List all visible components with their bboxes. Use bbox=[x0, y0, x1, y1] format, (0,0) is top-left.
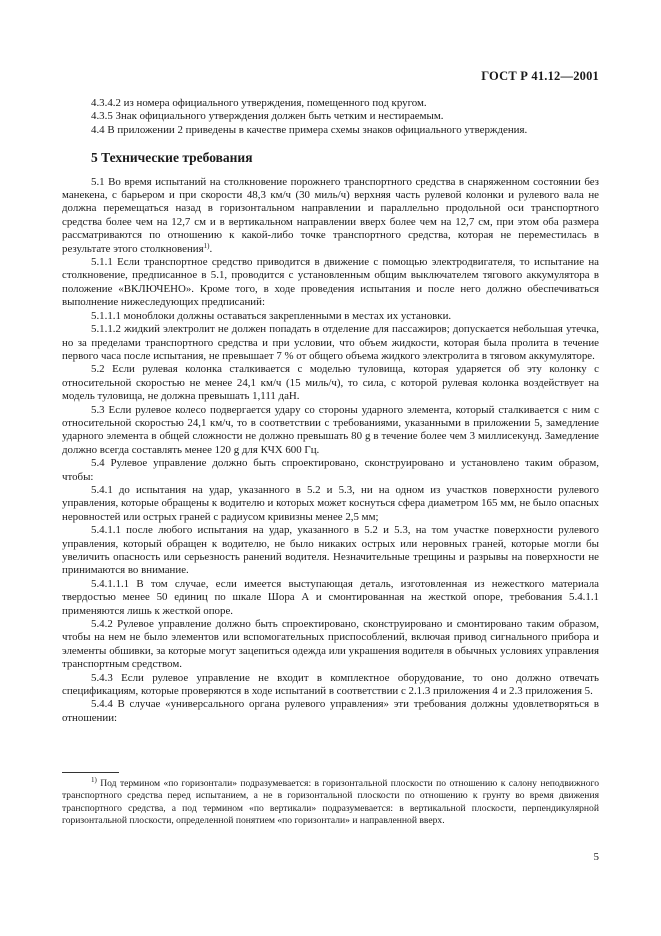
paragraph-5-4-1-1-1: 5.4.1.1.1 В том случае, если имеется выступающая деталь, изготовленная из нежесткого материала твердостью менее 50 единиц по шкале Шора А и смонтированная на жесткой опоре, требования 5.4.1.1 применяются лишь к жесткой опоре. bbox=[62, 577, 599, 617]
footnote-divider bbox=[62, 772, 119, 773]
paragraph-5-1-1-2: 5.1.1.2 жидкий электролит не должен попадать в отделение для пассажиров; допускается небольшая утечка, но за пределами транспортного средства и при условии, что объем жидкости, которая была пролита в течение первого часа после испытания, не превышает 7 % от общего объема жидкого электролита в тяговом аккумуляторе. bbox=[62, 323, 599, 362]
footnote-text: Под термином «по горизонтали» подразумевается: в горизонтальной плоскости по отношению к салону неподвижного транспортного средства перед испытанием, а не в горизонтальной плоскости по отношению к грунту во время движения транспортного средства, а под термином «по вертикали» подразумевается: в вертикальной плоскости, перпендикулярной горизонтальной плоскости, определенной понятием «по горизонтали» и направленной вверх. bbox=[62, 778, 599, 826]
paragraph-5-1-text: 5.1 Во время испытаний на столкновение порожнего транспортного средства в снаряженном состоянии без манекена, с барьером и при скорости 48,3 км/ч (30 миль/ч) верхняя часть рулевой колонки и рулевого вала не должна перемещаться назад в горизонтальном направлении и параллельно продольной оси транспортного средства более чем на 12,7 см и в вертикальном направлении вверх более чем на 12,7 см, при этом оба размера рассматриваются по отношению к какой-либо точке транспортного средства, которая не переместилась в результате этого столкновения bbox=[62, 175, 599, 255]
page-number: 5 bbox=[593, 851, 599, 863]
footnote-marker: 1) bbox=[91, 776, 97, 784]
paragraph-5-3: 5.3 Если рулевое колесо подвергается удару со стороны ударного элемента, который сталкивается с ним с относительной скоростью 24,1 км/ч, то в соответствии с требованиями, указанными в приложении 5, замедление ударного элемента в общей сложности не должно превышать 80 g в течение более чем 3 миллисекунд. Замедление должно всегда составлять менее 120 g для КЧХ 600 Гц. bbox=[62, 403, 599, 456]
paragraph-5-4-1: 5.4.1 до испытания на удар, указанного в 5.2 и 5.3, ни на одном из участков поверхности рулевого управления, которые обращены к водителю и которых может коснуться сфера диаметром 165 мм, не было опасных неровностей или острых граней с радиусом кривизны менее 2,5 мм; bbox=[62, 483, 599, 523]
paragraph-4-4: 4.4 В приложении 2 приведены в качестве примера схемы знаков официального утверждения. bbox=[91, 123, 528, 136]
paragraph-5-4-2: 5.4.2 Рулевое управление должно быть спроектировано, сконструировано и смонтировано таким образом, чтобы на нем не было элементов или вспомогательных приспособлений, включая привод сигнального прибора и элементы обшивки, за которые могут зацепиться одежда или украшения водителя в обычных условиях управления транспортным средством. bbox=[62, 618, 599, 671]
paragraph-4-3-4-2: 4.3.4.2 из номера официального утверждения, помещенного под кругом. bbox=[91, 97, 427, 109]
paragraph-5-1: 5.1 Во время испытаний на столкновение порожнего транспортного средства в снаряженном состоянии без манекена, с барьером и при скорости 48,3 км/ч (30 миль/ч) верхняя часть рулевой колонки и рулевого вала не должна перемещаться назад в горизонтальном направлении и параллельно продольной оси транспортного средства более чем на 12,7 см и в вертикальном направлении вверх более чем на 12,7 см, при этом оба размера рассматриваются по отношению к какой-либо точке транспортного средства, которая не переместилась в результате этого столкновения$^{1)}$. bbox=[62, 175, 599, 255]
paragraph-4-3-5: 4.3.5 Знак официального утверждения должен быть четким и нестираемым. bbox=[91, 110, 444, 123]
paragraph-5-4: 5.4 Рулевое управление должно быть спроектировано, сконструировано и установлено таким образом, чтобы: bbox=[62, 457, 599, 483]
paragraph-5-2: 5.2 Если рулевая колонка сталкивается с моделью туловища, которая ударяется об эту колонку с относительной скоростью не менее 24,1 км/ч (15 миль/ч), то сила, с которой рулевая колонка воздействует на модель туловища, не должна превышать 1,111 даН. bbox=[62, 363, 599, 403]
paragraph-5-4-3: 5.4.3 Если рулевое управление не входит в комплектное оборудование, то оно должно отвечать спецификациям, которые проверяются в ходе испытаний в соответствии с 2.1.3 приложения 4 и 2.3 приложения 5. bbox=[62, 671, 599, 698]
body-text bbox=[62, 97, 599, 725]
paragraph-5-4-1-1: 5.4.1.1 после любого испытания на удар, указанного в 5.2 и 5.3, на том участке поверхности рулевого управления, который обращен к водителю, не было никаких острых или неровных граней, которые могли бы увеличить опасность или серьезность ранений водителя. Незначительные трещины и разрывы на поверхности не принимаются во внимание. bbox=[62, 524, 599, 577]
paragraph-5-1-1-1: 5.1.1.1 моноблоки должны оставаться закрепленными в местах их установки. bbox=[91, 309, 452, 322]
footnote bbox=[62, 778, 599, 827]
section-heading: 5 Технические требования bbox=[91, 150, 253, 166]
footnote-reference[interactable]: 1) bbox=[203, 241, 210, 250]
standard-code-header: ГОСТ Р 41.12—2001 bbox=[481, 69, 599, 83]
paragraph-5-1-1: 5.1.1 Если транспортное средство приводится в движение с помощью электродвигателя, то испытание на столкновение, предписанное в 5.1, проводится с установленным общим выключателем тягового аккумулятора в положение «ВКЛЮЧЕНО». Кроме того, в ходе проведения испытания и после него должно обеспечиваться выполнение нижеследующих предписаний: bbox=[62, 256, 599, 309]
paragraph-5-4-4: 5.4.4 В случае «универсального органа рулевого управления» эти требования должны удовлетворяться в отношении: bbox=[62, 698, 599, 724]
